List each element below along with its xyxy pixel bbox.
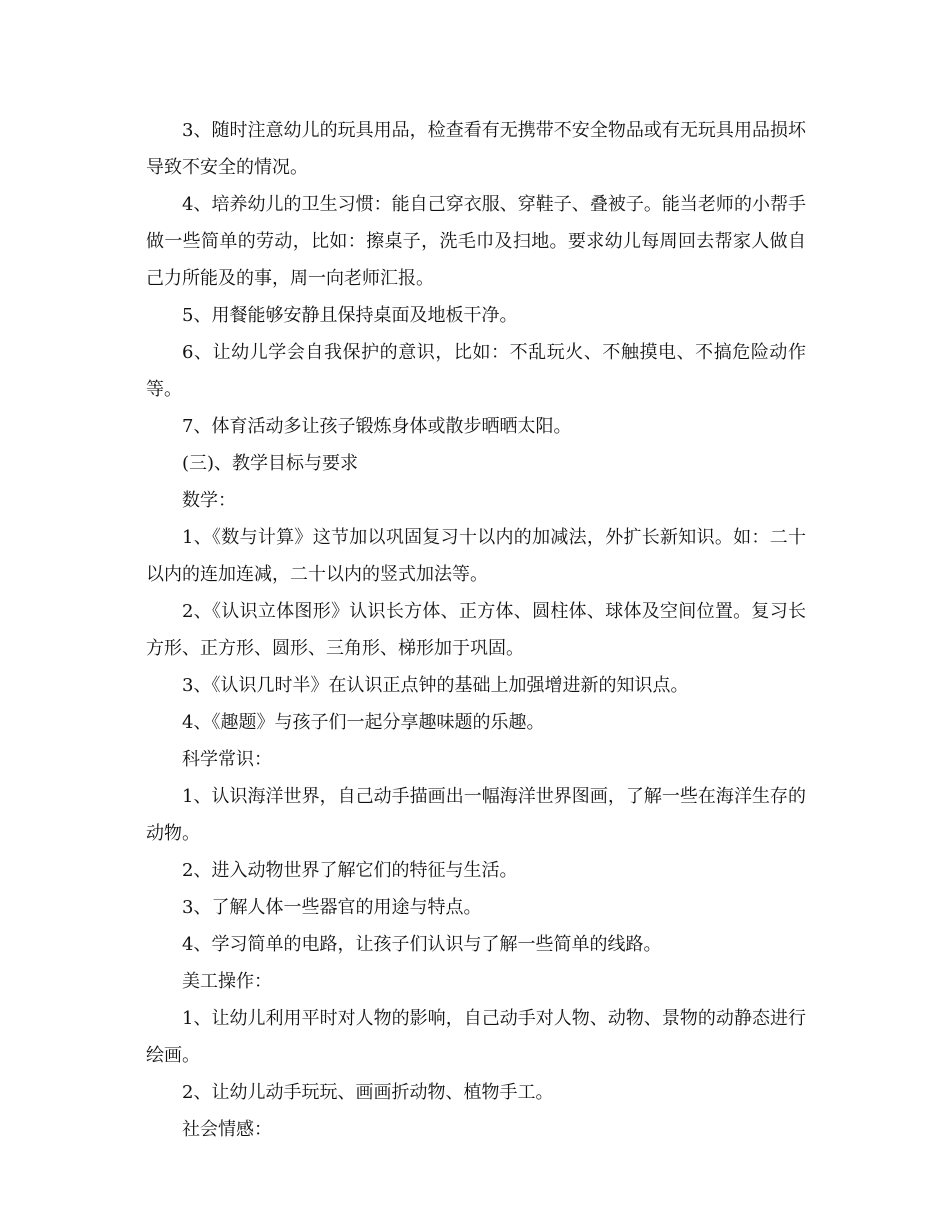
paragraph-art-2: 2、让幼儿动手玩玩、画画折动物、植物手工。: [182, 1082, 554, 1103]
subheading-math: 数学：: [182, 490, 236, 511]
paragraph-math-2: 2、《认识立体图形》认识长方体、正方体、圆柱体、球体及空间位置。复习长方形、正方形、圆形、三角形、梯形加于巩固。: [146, 601, 806, 659]
subheading-science: 科学常识：: [182, 749, 272, 770]
section-heading-teaching-goals: (三)、教学目标与要求: [182, 453, 359, 474]
paragraph-math-1: 1、《数与计算》这节加以巩固复习十以内的加减法，外扩长新知识。如：二十以内的连加连减，二十以内的竖式加法等。: [146, 527, 806, 585]
paragraph-toy-safety: 3、随时注意幼儿的玩具用品，检查看有无携带不安全物品或有无玩具用品损坏导致不安全的情况。: [146, 120, 806, 178]
paragraph-self-protection: 6、让幼儿学会自我保护的意识，比如：不乱玩火、不触摸电、不搞危险动作等。: [146, 342, 806, 400]
subheading-social-emotion: 社会情感：: [182, 1119, 272, 1140]
paragraph-science-1: 1、认识海洋世界，自己动手描画出一幅海洋世界图画，了解一些在海洋生存的动物。: [146, 786, 806, 844]
paragraph-science-2: 2、进入动物世界了解它们的特征与生活。: [182, 860, 518, 881]
document-body: [146, 112, 806, 1148]
paragraph-math-3: 3、《认识几时半》在认识正点钟的基础上加强增进新的知识点。: [182, 675, 689, 696]
paragraph-meal-manners: 5、用餐能够安静且保持桌面及地板干净。: [182, 305, 518, 326]
paragraph-science-3: 3、了解人体一些器官的用途与特点。: [182, 897, 482, 918]
paragraph-hygiene-habits: 4、培养幼儿的卫生习惯：能自己穿衣服、穿鞋子、叠被子。能当老师的小帮手做一些简单的劳动，比如：擦桌子，洗毛巾及扫地。要求幼儿每周回去帮家人做自己力所能及的事，周一向老师汇报。: [146, 194, 806, 289]
subheading-art: 美工操作：: [182, 971, 272, 992]
paragraph-physical-activity: 7、体育活动多让孩子锻炼身体或散步晒晒太阳。: [182, 416, 572, 437]
paragraph-math-4: 4、《趣题》与孩子们一起分享趣味题的乐趣。: [182, 712, 545, 733]
paragraph-art-1: 1、让幼儿利用平时对人物的影响，自己动手对人物、动物、景物的动静态进行绘画。: [146, 1008, 806, 1066]
paragraph-science-4: 4、学习简单的电路，让孩子们认识与了解一些简单的线路。: [182, 934, 662, 955]
